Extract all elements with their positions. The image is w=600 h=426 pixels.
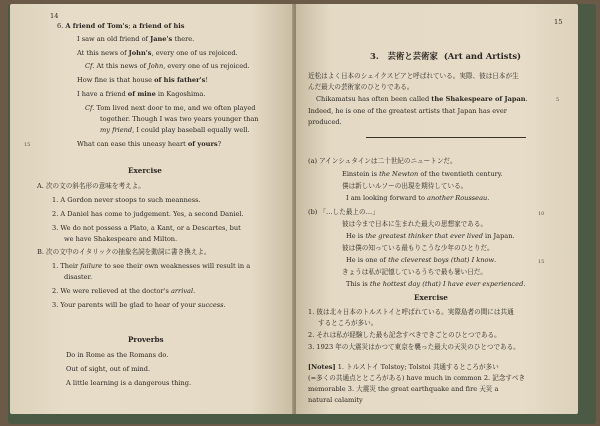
text-span: ; <box>128 22 133 30</box>
text-span: . <box>494 256 497 264</box>
text-span: (=多くの共通点とところがある) have much in common 2. 記念すべき <box>308 374 526 382</box>
text-line <box>346 256 496 264</box>
text-span: , every one of us rejoiced. <box>163 62 250 70</box>
section-title-number: 3. <box>370 51 379 61</box>
text-line <box>308 157 457 165</box>
text-span: Tom lived next door to me, and we often played <box>94 104 256 112</box>
text-span: 2. A Daniel has come to judgement. Yes, a second Daniel. <box>52 210 244 218</box>
text-span: Indeed, he is one of the greatest artists that Japan has ever <box>308 107 507 115</box>
text-line <box>318 319 377 327</box>
text-line <box>308 72 519 80</box>
page-number-left: 14 <box>50 12 59 20</box>
text-span: 3. Your parents will be glad to hear of your <box>52 301 198 309</box>
text-line <box>64 235 177 243</box>
italic-text: failure <box>80 262 103 270</box>
text-span: He is one of <box>346 256 389 264</box>
text-span: B. 次の文中のイタリックの抽象名詞を動詞に書き換えよ。 <box>37 248 211 256</box>
text-span: 1. Their <box>52 262 81 270</box>
item-number: 6. <box>57 22 66 30</box>
bold-text: A friend of Tom's <box>65 22 129 30</box>
italic-text: Cf. <box>85 104 95 112</box>
text-span: . <box>193 287 196 295</box>
text-span: , I could play baseball equally well. <box>132 126 250 134</box>
text-span: in Kagoshima. <box>155 90 206 98</box>
left-page <box>10 4 294 414</box>
text-span: At this news of <box>94 62 149 70</box>
text-span: What can ease this uneasy heart <box>77 140 188 148</box>
text-line <box>64 273 92 281</box>
text-span: きょうは私が記憶しているうちで最も暑い日だ。 <box>342 268 487 276</box>
text-span: At this news of <box>77 49 129 57</box>
line-number-marker: 15 <box>24 142 31 148</box>
text-span: 2. We were relieved at the doctor's <box>52 287 171 295</box>
text-span: memorable 3. 大震災 the great earthquake and fire 天災 a <box>308 385 499 393</box>
text-line <box>66 351 168 359</box>
text-line <box>308 331 501 339</box>
text-span: . <box>487 194 490 202</box>
section-title <box>370 52 521 60</box>
text-line <box>52 301 226 309</box>
text-span: disaster. <box>64 273 93 281</box>
bold-text: the Shakespeare of Japan <box>431 95 526 103</box>
text-line <box>85 62 249 70</box>
italic-text: success <box>197 301 224 309</box>
italic-text: the cleverest boys (that) I know <box>388 256 495 264</box>
text-line <box>77 76 208 84</box>
text-line <box>316 95 528 103</box>
text-span: I am looking forward to <box>346 194 428 202</box>
text-line <box>308 118 342 126</box>
text-span: (a) アインシュタインは二十世紀のニュートンだ。 <box>308 157 457 165</box>
text-line <box>308 385 498 393</box>
text-line <box>57 22 184 30</box>
section-heading: Exercise <box>128 166 162 175</box>
bold-text: a friend of his <box>132 22 185 30</box>
text-line <box>77 49 238 57</box>
bold-text: of mine <box>127 90 156 98</box>
page-number-right: 15 <box>554 18 563 26</box>
text-line <box>342 182 467 190</box>
text-line <box>308 343 520 351</box>
text-span: . <box>223 301 226 309</box>
italic-text: the Newton <box>379 170 419 178</box>
text-span: Do in Rome as the Romans do. <box>66 351 169 359</box>
text-span: 彼は今まで日本に生まれた最大の思想家である。 <box>342 220 488 228</box>
text-span: 2. それは私が経験した最も記念すべきできごとのひとつである。 <box>308 331 501 339</box>
section-heading: Proverbs <box>128 335 164 344</box>
italic-text: the greatest thinker that ever lived <box>365 232 483 240</box>
text-span: , every one of us rejoiced. <box>151 49 238 57</box>
text-span: natural calamity <box>308 396 363 404</box>
text-span: A. 次の文の斜名形の意味を考えよ。 <box>37 182 145 190</box>
text-span: in Japan. <box>482 232 515 240</box>
text-line <box>342 220 487 228</box>
text-span: 1. トルストイ Tolstoy; Tolstoi 共通するところが多い <box>335 363 499 371</box>
text-line <box>66 365 150 373</box>
text-line <box>308 396 363 404</box>
text-span: to see their own weaknesses will result in a <box>102 262 251 270</box>
text-line <box>346 232 515 240</box>
text-line <box>77 35 194 43</box>
text-line <box>308 374 525 382</box>
text-line <box>100 115 259 123</box>
text-line <box>85 104 255 112</box>
text-line <box>37 248 211 256</box>
text-span: Out of sight, out of mind. <box>66 365 151 373</box>
text-line <box>308 107 507 115</box>
bold-text: [Notes] <box>308 363 336 371</box>
text-span: (b) 「…した最上の…」 <box>308 208 379 216</box>
bold-text: Jane's <box>150 35 173 43</box>
text-line <box>52 224 241 232</box>
text-span: Einstein is <box>342 170 380 178</box>
bold-text: of his father's <box>154 76 206 84</box>
text-line <box>346 194 489 202</box>
text-span: 近松はよく日本のシェイクスピアと呼ばれている。実際、彼は日本が生 <box>308 72 519 80</box>
bold-text: of yours <box>187 140 218 148</box>
italic-text: another Rousseau <box>427 194 488 202</box>
italic-text: my friend <box>100 126 133 134</box>
text-line <box>52 196 201 204</box>
text-span: んだ最大の芸術家のひとりである。 <box>308 83 414 91</box>
line-number-marker: 15 <box>538 259 545 265</box>
text-line <box>52 262 250 270</box>
text-line <box>342 244 494 252</box>
text-span: How fine is that house <box>77 76 155 84</box>
italic-text: John <box>148 62 164 70</box>
text-line <box>342 268 487 276</box>
text-line <box>308 363 499 371</box>
text-span: ! <box>205 76 208 84</box>
text-span: . <box>525 95 528 103</box>
text-span: there. <box>172 35 195 43</box>
text-line <box>52 210 244 218</box>
text-span: 僕は新しいルソーの出現を期待している。 <box>342 182 468 190</box>
text-span: 3. 1923 年の大震災はかつて東京を襲った最大の天災のひとつである。 <box>308 343 520 351</box>
italic-text: arrival <box>170 287 194 295</box>
section-title-japanese: 芸術と芸術家 <box>387 51 438 61</box>
italic-text: Cf. <box>85 62 95 70</box>
text-span: produced. <box>308 118 342 126</box>
text-span: A little learning is a dangerous thing. <box>66 379 192 387</box>
text-line <box>308 208 379 216</box>
text-span: ? <box>217 140 222 148</box>
text-span: of the twentieth century. <box>418 170 503 178</box>
text-line <box>100 126 250 134</box>
text-span: He is <box>346 232 366 240</box>
section-divider <box>366 137 526 138</box>
text-line <box>37 182 145 190</box>
text-span: するところが多い。 <box>318 319 378 327</box>
text-span: . <box>523 280 526 288</box>
bold-text: John's <box>128 49 152 57</box>
text-span: I saw an old friend of <box>77 35 151 43</box>
italic-text: the hottest day (that) I have ever experienced <box>369 280 524 288</box>
text-span: 1. 彼は北々日本のトルストイと呼ばれている。実際島者の間には共通 <box>308 308 514 316</box>
text-span: Chikamatsu has often been called <box>316 95 432 103</box>
line-number-marker: 5 <box>556 97 560 103</box>
text-line <box>77 90 205 98</box>
text-span: I have a friend <box>77 90 128 98</box>
text-span: 3. We do not possess a Plato, a Kant, or a Descartes, but <box>52 224 241 232</box>
text-span: we have Shakespeare and Milton. <box>64 235 178 243</box>
right-page <box>296 4 578 414</box>
section-heading: Exercise <box>414 293 448 302</box>
text-span: together. Though I was two years younger than <box>100 115 259 123</box>
text-span: This is <box>346 280 370 288</box>
text-span: 彼は僕の知っている最もりこうな少年のひとりだ。 <box>342 244 494 252</box>
text-line <box>308 308 514 316</box>
text-line <box>52 287 195 295</box>
text-line <box>308 83 414 91</box>
text-line <box>346 280 525 288</box>
text-line <box>77 140 221 148</box>
section-title-english: (Art and Artists) <box>443 51 522 61</box>
text-line <box>66 379 191 387</box>
text-span: 1. A Gordon never stoops to such meanness. <box>52 196 201 204</box>
text-line <box>342 170 503 178</box>
line-number-marker: 10 <box>538 211 545 217</box>
